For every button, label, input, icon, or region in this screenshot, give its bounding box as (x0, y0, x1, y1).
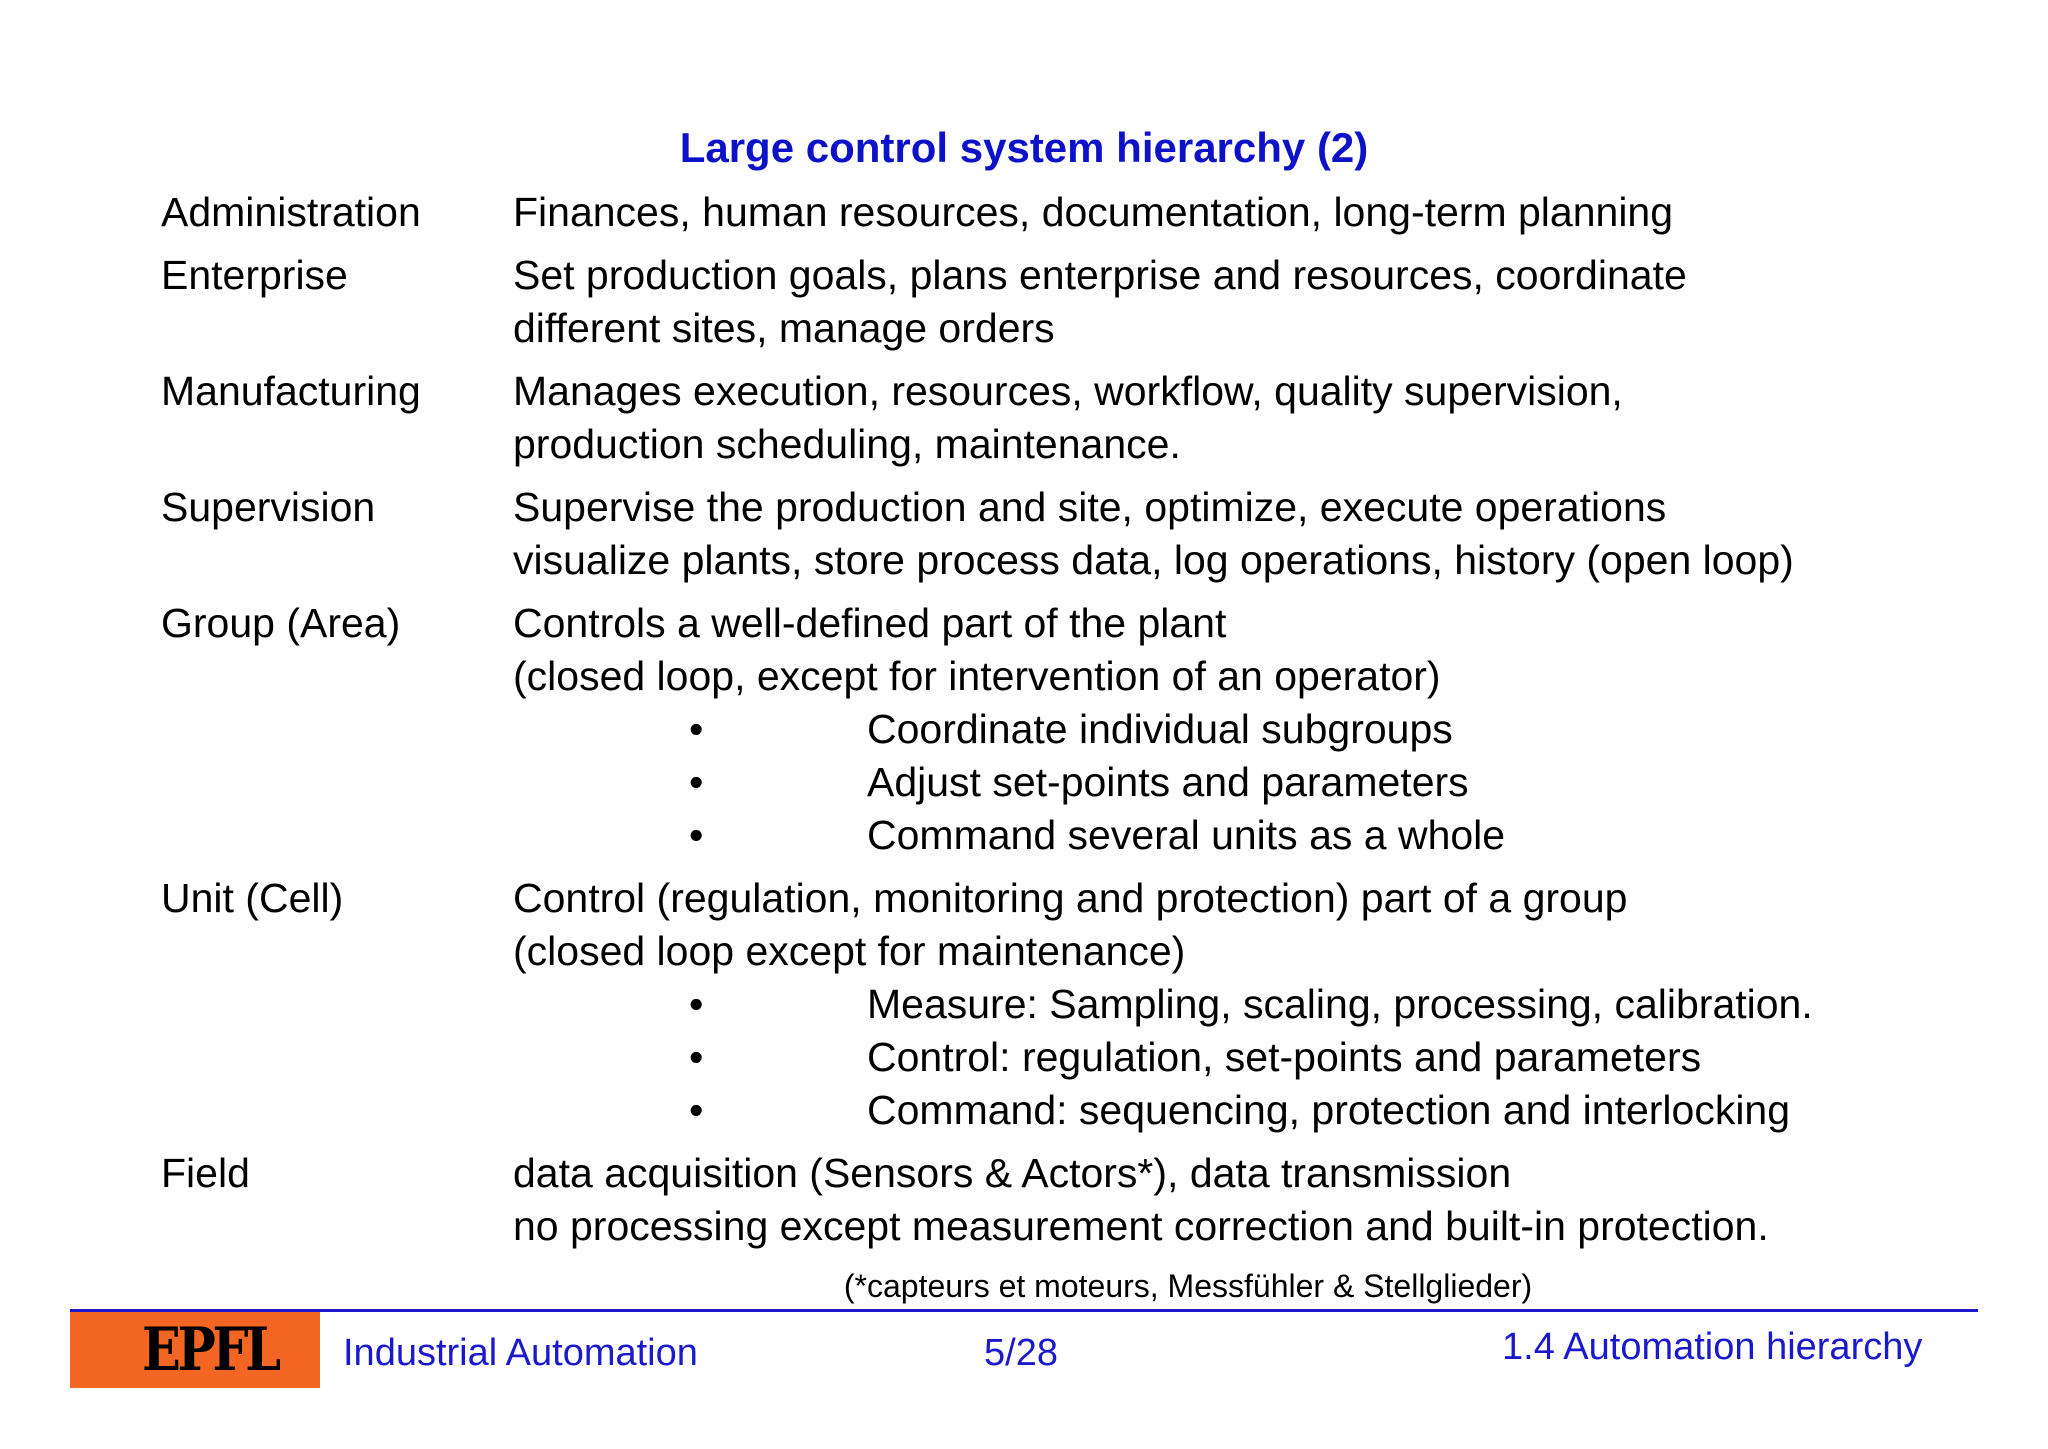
level-description (513, 1147, 1921, 1253)
bullet-icon: • (689, 812, 704, 858)
description-line: visualize plants, store process data, log operations, history (open loop) (513, 537, 1794, 583)
slide-title: Large control system hierarchy (2) (679, 124, 1369, 171)
level-description (513, 186, 1921, 239)
description-line: production scheduling, maintenance. (513, 421, 1181, 467)
level-name: Administration (161, 189, 421, 235)
bullet-item (513, 809, 1921, 862)
footnote: (*capteurs et moteurs, Messfühler & Stellglieder) (843, 1268, 1533, 1304)
footer-divider (70, 1309, 1978, 1312)
hierarchy-level-row (161, 872, 1921, 1137)
footer-section-title: 1.4 Automation hierarchy (1502, 1326, 1923, 1368)
bullet-icon: • (689, 759, 704, 805)
hierarchy-level-row (161, 481, 1921, 587)
description-line: (closed loop except for maintenance) (513, 928, 1186, 974)
description-line: Manages execution, resources, workflow, quality supervision, (513, 368, 1623, 414)
description-line: no processing except measurement correction and built-in protection. (513, 1203, 1769, 1249)
bullet-item (513, 756, 1921, 809)
bullet-item (513, 1084, 1921, 1137)
description-line: Control (regulation, monitoring and protection) part of a group (513, 875, 1628, 921)
level-name: Group (Area) (161, 600, 401, 646)
bullet-text: Adjust set-points and parameters (867, 759, 1469, 805)
level-description (513, 597, 1921, 862)
description-line: Controls a well-defined part of the plant (513, 600, 1227, 646)
bullet-text: Command several units as a whole (867, 812, 1506, 858)
bullet-item (513, 1031, 1921, 1084)
bullet-icon: • (689, 1034, 704, 1080)
level-name: Enterprise (161, 252, 348, 298)
hierarchy-level-row (161, 597, 1921, 862)
hierarchy-level-row (161, 1147, 1921, 1253)
footer-page-number: 5/28 (984, 1332, 1058, 1374)
level-name: Manufacturing (161, 368, 421, 414)
hierarchy-level-row (161, 365, 1921, 471)
description-line: Set production goals, plans enterprise and resources, coordinate (513, 252, 1687, 298)
level-description (513, 365, 1921, 471)
bullet-text: Control: regulation, set-points and parameters (867, 1034, 1702, 1080)
hierarchy-level-row (161, 249, 1921, 355)
level-description (513, 249, 1921, 355)
description-line: different sites, manage orders (513, 305, 1055, 351)
bullet-item (513, 978, 1921, 1031)
level-description (513, 481, 1921, 587)
bullet-text: Coordinate individual subgroups (867, 706, 1453, 752)
bullet-text: Command: sequencing, protection and interlocking (867, 1087, 1791, 1133)
hierarchy-level-row (161, 186, 1921, 239)
epfl-logo (70, 1312, 320, 1388)
level-description (513, 872, 1921, 1137)
bullet-icon: • (689, 981, 704, 1027)
bullet-icon: • (689, 1087, 704, 1133)
description-line: data acquisition (Sensors & Actors*), data transmission (513, 1150, 1512, 1196)
hierarchy-levels (161, 186, 1921, 1263)
footer-course-name: Industrial Automation (343, 1332, 698, 1374)
level-name: Supervision (161, 484, 376, 530)
description-line: Finances, human resources, documentation, long-term planning (513, 189, 1674, 235)
bullet-icon: • (689, 706, 704, 752)
level-name: Unit (Cell) (161, 875, 344, 921)
bullet-item (513, 703, 1921, 756)
description-line: (closed loop, except for intervention of an operator) (513, 653, 1441, 699)
description-line: Supervise the production and site, optimize, execute operations (513, 484, 1667, 530)
logo-text: EPFL (142, 1315, 278, 1385)
level-name: Field (161, 1150, 250, 1196)
bullet-text: Measure: Sampling, scaling, processing, calibration. (867, 981, 1813, 1027)
